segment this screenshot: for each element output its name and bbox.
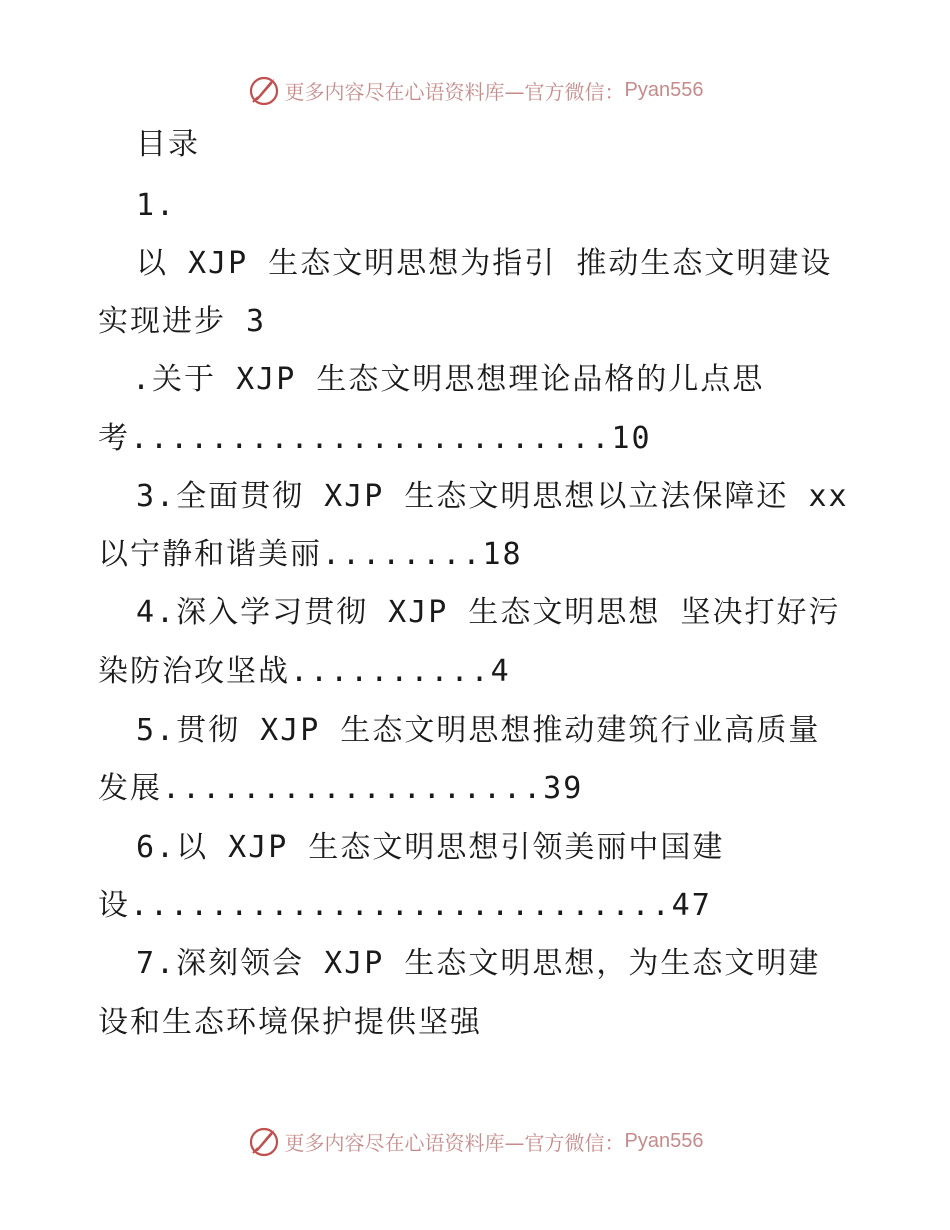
toc-entry-line: 染防治攻坚战..........4 [98, 654, 511, 689]
header-banner-account: Pyan556 [624, 78, 704, 101]
toc-entry-line: 6.以 XJP 生态文明思想引领美丽中国建 [136, 830, 725, 865]
toc-entry-line: 以 XJP 生态文明思想为指引 推动生态文明建设 [136, 246, 833, 281]
toc-entry-line: 5.贯彻 XJP 生态文明思想推动建筑行业高质量 [136, 713, 821, 748]
header-banner-text: 更多内容尽在心语资料库—官方微信： [284, 79, 625, 104]
toc-entry-line: 7.深刻领会 XJP 生态文明思想，为生态文明建 [136, 946, 821, 981]
footer-banner-text: 更多内容尽在心语资料库—官方微信： [284, 1130, 625, 1155]
toc-entry-line: 3.全面贯彻 XJP 生态文明思想以立法保障还 xx [136, 479, 849, 514]
header-banner [0, 70, 950, 110]
quill-pen-logo-icon [247, 1124, 281, 1158]
footer-banner [0, 1121, 950, 1161]
footer-banner-account: Pyan556 [624, 1129, 704, 1152]
toc-entry-line: 发展...................39 [98, 771, 584, 806]
quill-pen-logo-icon [247, 73, 281, 107]
toc-title: 目录 [136, 127, 200, 162]
toc-entry-line: 考........................10 [98, 421, 652, 456]
toc-entry-line: 4.深入学习贯彻 XJP 生态文明思想 坚决打好污 [136, 595, 841, 630]
toc-number-one: 1. [136, 188, 177, 223]
toc-entry-line: 以宁静和谐美丽........18 [98, 537, 523, 572]
toc-entry-line: 设...........................47 [98, 888, 712, 923]
toc-entry-line: 实现进步 3 [98, 304, 267, 339]
toc-entry-line: 设和生态环境保护提供坚强 [98, 1005, 482, 1040]
toc-entry-line: .关于 XJP 生态文明思想理论品格的儿点思 [132, 362, 765, 397]
